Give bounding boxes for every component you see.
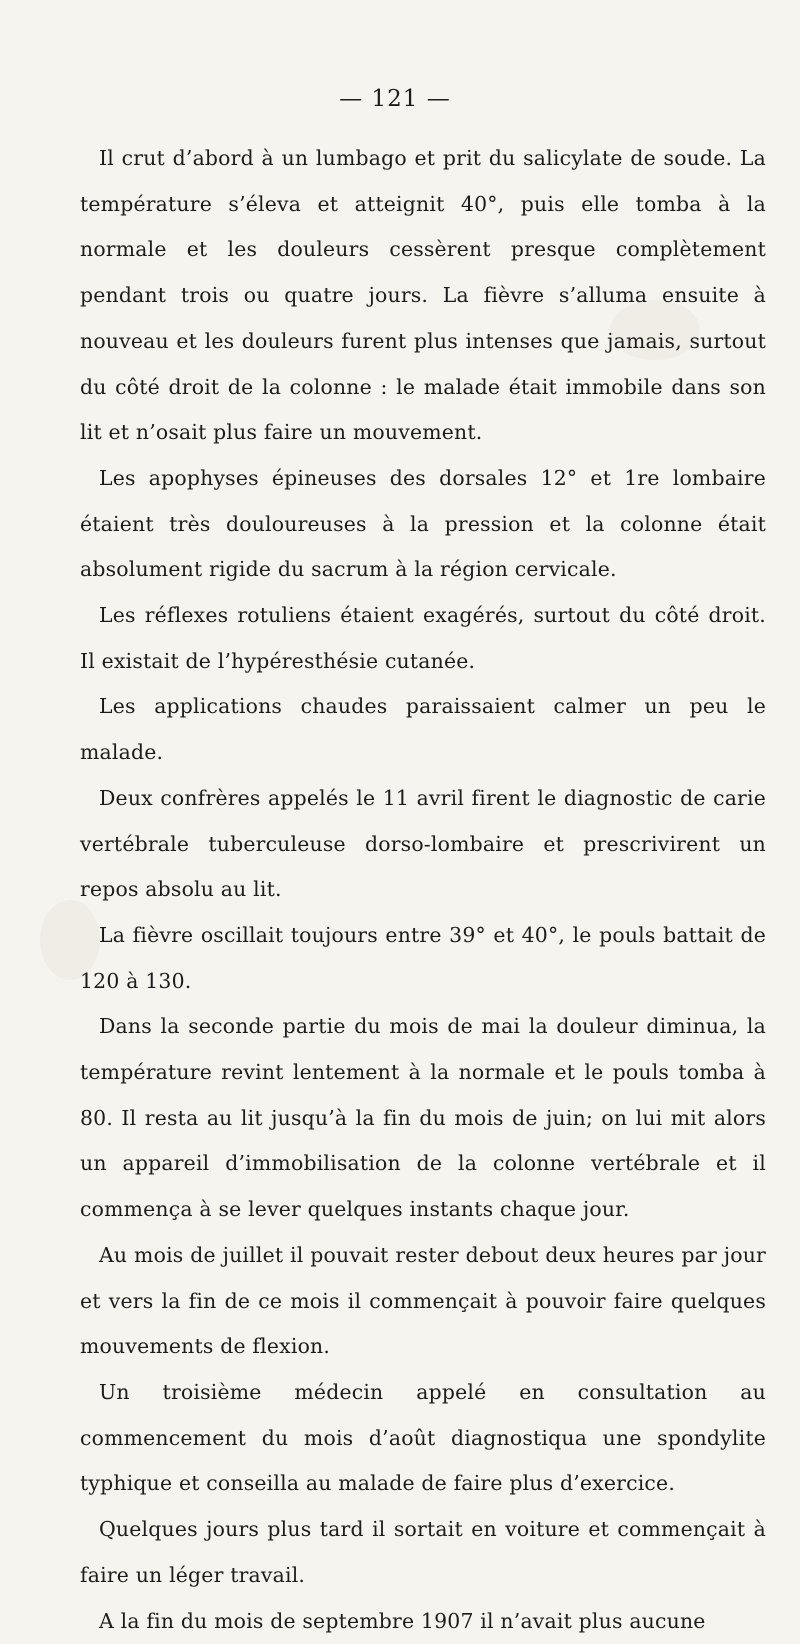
paragraph: Deux confrères appelés le 11 avril firent le diagnostic de carie vertébrale tuberculeuse dorso-lombaire et prescrivirent un repos absolu au lit. [80,776,766,913]
paragraph: Un troisième médecin appelé en consultation au commencement du mois d’août diagnostiqua une spondylite typhique et conseilla au malade de faire plus d’exercice. [80,1370,766,1507]
paragraph: Quelques jours plus tard il sortait en voiture et commençait à faire un léger travail. [80,1507,766,1598]
paragraph: Dans la seconde partie du mois de mai la douleur diminua, la température revint lentement à la normale et le pouls tomba à 80. Il resta au lit jusqu’à la fin du mois de juin; on lui mit alors un appareil d’immobilisation de la colonne vertébrale et il commença à se lever quelques instants chaque jour. [80,1004,766,1233]
paragraph: Les réflexes rotuliens étaient exagérés, surtout du côté droit. Il existait de l’hypéresthésie cutanée. [80,593,766,684]
body-text [80,136,766,1644]
page-number: — 121 — [0,86,790,112]
paragraph: Au mois de juillet il pouvait rester debout deux heures par jour et vers la fin de ce mois il commençait à pouvoir faire quelques mouvements de flexion. [80,1233,766,1370]
paragraph: Les apophyses épineuses des dorsales 12° et 1re lombaire étaient très douloureuses à la pression et la colonne était absolument rigide du sacrum à la région cervicale. [80,456,766,593]
paragraph: Les applications chaudes paraissaient calmer un peu le malade. [80,684,766,775]
paragraph: A la fin du mois de septembre 1907 il n’avait plus aucune [80,1599,766,1644]
paragraph: Il crut d’abord à un lumbago et prit du salicylate de soude. La température s’éleva et atteignit 40°, puis elle tomba à la normale et les douleurs cessèrent presque complètement pendant trois ou quatre jours. La fièvre s’alluma ensuite à nouveau et les douleurs furent plus intenses que jamais, surtout du côté droit de la colonne : le malade était immobile dans son lit et n’osait plus faire un mouvement. [80,136,766,456]
paragraph: La fièvre oscillait toujours entre 39° et 40°, le pouls battait de 120 à 130. [80,913,766,1004]
